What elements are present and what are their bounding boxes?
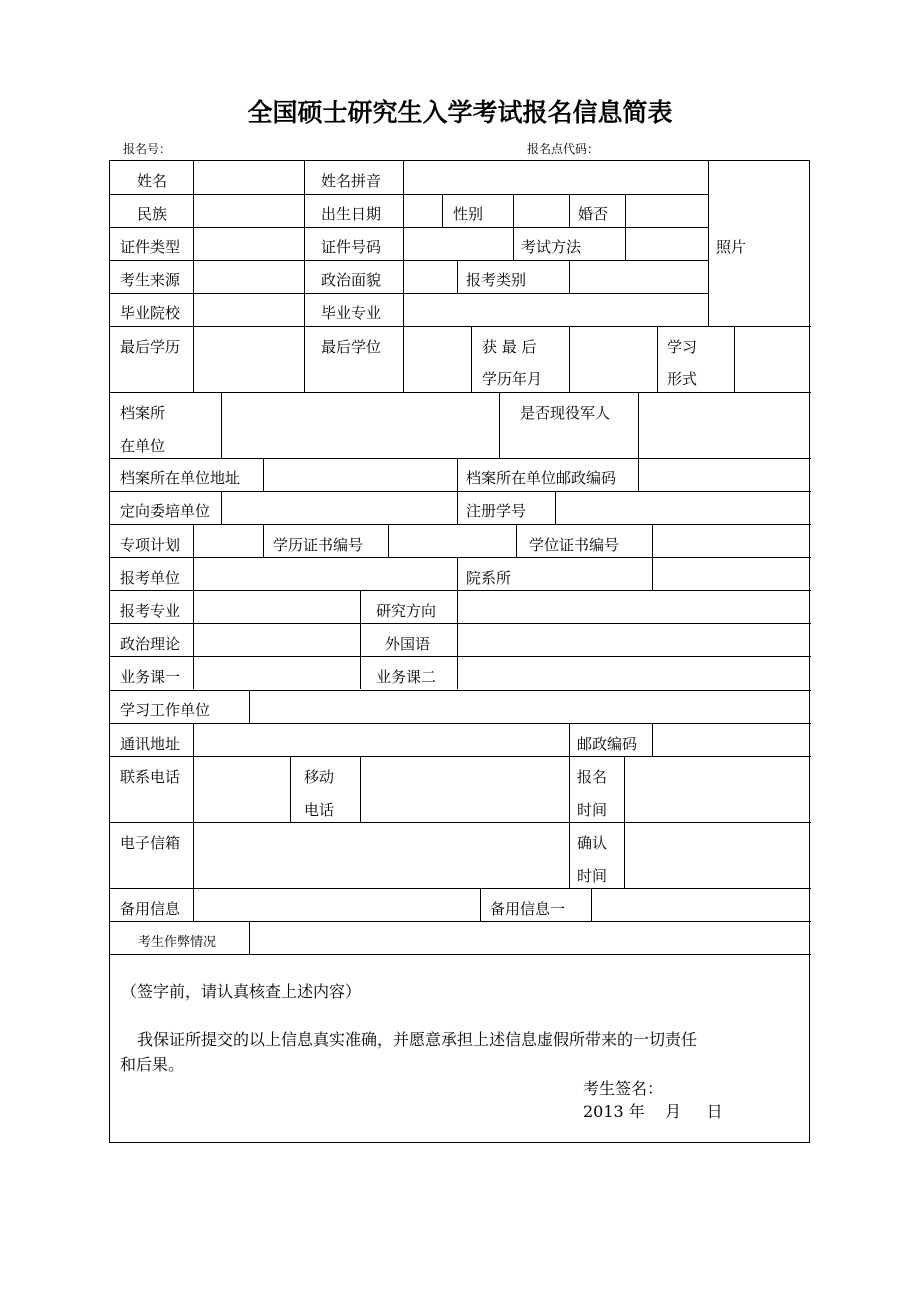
special-plan-label: 专项计划 [120,536,181,554]
address-label: 通讯地址 [120,735,181,753]
archive-label-1: 档案所 [120,404,166,422]
study-form-label-1: 学习 [667,338,698,356]
last-degree-label: 最后学位 [321,338,382,356]
site-code-label: 报名点代码： [527,142,600,156]
source-label: 考生来源 [120,271,181,289]
last-edu-label: 最后学历 [120,338,181,356]
confirm-time-label-1: 确认 [577,834,608,852]
confirm-time-label-2: 时间 [577,867,608,885]
archive-label-2: 在单位 [120,437,166,455]
declaration-line-1: 我保证所提交的以上信息真实准确，并愿意承担上述信息虚假所带来的一切责任 [137,1030,698,1049]
exam-mode-label: 考试方法 [521,238,582,256]
edu-date-label-1: 获 最 后 [482,338,537,356]
marital-label: 婚否 [578,205,609,223]
work-unit-label: 学习工作单位 [120,701,211,719]
birth-label: 出生日期 [321,205,382,223]
mobile-label-2: 电话 [304,801,335,819]
form-table [109,160,810,1143]
mobile-label-1: 移动 [304,768,335,786]
name-label: 姓名 [137,172,168,190]
degree-cert-label: 学位证书编号 [529,536,620,554]
apply-type-label: 报考类别 [466,271,527,289]
zip-label: 邮政编码 [577,735,638,753]
backup1-label: 备用信息一 [490,900,566,918]
id-no-label: 证件号码 [321,238,382,256]
id-type-label: 证件类型 [120,238,181,256]
apply-unit-label: 报考单位 [120,569,181,587]
edu-date-label-2: 学历年月 [482,370,543,388]
foreign-label: 外国语 [385,635,431,653]
signature-date: 2013 年 月 日 [583,1102,723,1121]
archive-addr-label: 档案所在单位地址 [120,469,241,487]
signature-label: 考生签名： [583,1079,664,1098]
form-title: 全国硕士研究生入学考试报名信息简表 [247,98,673,127]
photo-label: 照片 [716,238,747,256]
edu-cert-label: 学历证书编号 [273,536,364,554]
phone-label: 联系电话 [120,768,181,786]
declaration-note: （签字前，请认真核查上述内容） [121,982,362,1001]
political-label: 政治面貌 [321,271,382,289]
grad-major-label: 毕业专业 [321,304,382,322]
apply-major-label: 报考专业 [120,602,181,620]
reg-time-label-2: 时间 [577,801,608,819]
study-form-label-2: 形式 [667,370,698,388]
ethnicity-label: 民族 [137,205,168,223]
research-label: 研究方向 [376,602,437,620]
email-label: 电子信箱 [120,834,181,852]
pinyin-label: 姓名拼音 [321,172,382,190]
course1-label: 业务课一 [120,668,181,686]
grad-school-label: 毕业院校 [120,304,181,322]
gender-label: 性别 [453,205,484,223]
dept-label: 院系所 [466,569,512,587]
cheating-label: 考生作弊情况 [138,935,217,950]
politics-label: 政治理论 [120,635,181,653]
military-label: 是否现役军人 [520,404,611,422]
reg-student-no-label: 注册学号 [466,502,527,520]
backup-label: 备用信息 [120,900,181,918]
reg-time-label-1: 报名 [577,768,608,786]
directed-label: 定向委培单位 [120,502,211,520]
archive-zip-label: 档案所在单位邮政编码 [466,469,617,487]
declaration-line-2: 和后果。 [120,1055,185,1074]
course2-label: 业务课二 [376,668,437,686]
reg-no-label: 报名号： [123,142,172,156]
